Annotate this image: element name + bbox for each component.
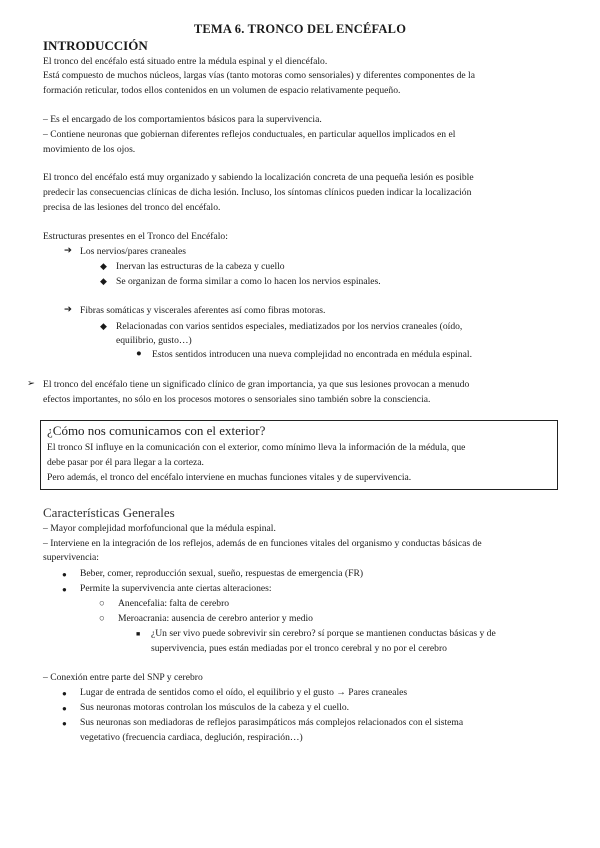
diamond-bullet-icon: ◆ <box>100 261 107 271</box>
structures-label: Estructuras presentes en el Tronco del Encéfalo: <box>43 231 228 242</box>
paragraph-line: – Interviene en la integración de los reflejos, además de en funciones vitales del organismo y conductas básicas de <box>43 538 482 549</box>
list-item: Sus neuronas motoras controlan los músculos de la cabeza y el cuello. <box>80 702 350 713</box>
list-item-continuation: equilibrio, gusto…) <box>116 335 192 346</box>
list-item: Meroacrania: ausencia de cerebro anterior y medio <box>118 613 313 624</box>
list-item: Inervan las estructuras de la cabeza y cuello <box>116 261 285 272</box>
round-bullet-icon: ● <box>136 349 142 359</box>
round-bullet-icon: ● <box>62 719 67 728</box>
round-bullet-icon: ● <box>62 585 67 594</box>
round-bullet-icon: ● <box>62 704 67 713</box>
list-item: Anencefalia: falta de cerebro <box>118 598 230 609</box>
paragraph-line: El tronco del encéfalo está situado entre la médula espinal y el diencéfalo. <box>43 56 328 67</box>
box-line: El tronco SI influye en la comunicación con el exterior, como mínimo lleva la información de la médula, que <box>47 442 466 453</box>
box-heading: ¿Cómo nos comunicamos con el exterior? <box>47 423 266 438</box>
list-item: Permite la supervivencia ante ciertas alteraciones: <box>80 583 272 594</box>
list-item: Se organizan de forma similar a como lo hacen los nervios espinales. <box>116 276 381 287</box>
list-item-continuation: vegetativo (frecuencia cardiaca, deglución, respiración…) <box>80 732 303 743</box>
arrow-bullet-icon: ➔ <box>64 246 72 256</box>
paragraph-line: El tronco del encéfalo está muy organizado y sabiendo la localización concreta de una pequeña lesión es posible <box>43 172 474 183</box>
list-item: Sus neuronas son mediadoras de reflejos parasimpáticos más complejos relacionados con el sistema <box>80 717 464 728</box>
paragraph-line: – Contiene neuronas que gobiernan diferentes reflejos conductuales, en particular aquellos implicados en el <box>43 129 456 140</box>
circle-bullet-icon: ○ <box>99 614 105 624</box>
list-item-nerves: Los nervios/pares craneales <box>80 246 187 257</box>
round-bullet-icon: ● <box>62 689 67 698</box>
arrowhead-bullet-icon: ➢ <box>27 379 35 389</box>
list-item: Estos sentidos introducen una nueva complejidad no encontrada en médula espinal. <box>152 349 472 360</box>
round-bullet-icon: ● <box>62 570 67 579</box>
box-line: debe pasar por él para llegar a la corteza. <box>47 457 204 468</box>
list-item: Lugar de entrada de sentidos como el oído, el equilibrio y el gusto → Pares craneales <box>80 687 408 698</box>
arrow-bullet-icon: ➔ <box>64 305 72 315</box>
box-line: Pero además, el tronco del encéfalo interviene en muchas funciones vitales y de supervivencia. <box>47 472 412 483</box>
list-item: Relacionadas con varios sentidos especiales, mediatizados por los nervios craneales (oído, <box>116 321 463 332</box>
page-title: TEMA 6. TRONCO DEL ENCÉFALO <box>193 22 407 36</box>
paragraph-line: El tronco del encéfalo tiene un significado clínico de gran importancia, ya que sus lesiones provocan a menudo <box>43 379 470 390</box>
paragraph-line: – Es el encargado de los comportamientos básicos para la supervivencia. <box>43 114 322 125</box>
paragraph-line: predecir las consecuencias clínicas de dicha lesión. Incluso, los síntomas clínicos pueden indicar la localización <box>43 187 472 198</box>
diamond-bullet-icon: ◆ <box>100 276 107 286</box>
paragraph-line: formación reticular, todos ellos contenidos en un volumen de espacio relativamente pequeño. <box>43 85 401 96</box>
paragraph-line: – Conexión entre parte del SNP y cerebro <box>43 672 203 683</box>
paragraph-line: precisa de las lesiones del tronco del encéfalo. <box>43 202 221 213</box>
list-item: ¿Un ser vivo puede sobrevivir sin cerebro? sí porque se mantienen conductas básicas y de <box>151 628 496 639</box>
circle-bullet-icon: ○ <box>99 599 105 609</box>
section-heading-caracteristicas: Características Generales <box>43 505 175 520</box>
square-bullet-icon: ■ <box>136 630 141 638</box>
paragraph-line: movimiento de los ojos. <box>43 144 136 155</box>
list-item-continuation: supervivencia, pues están mediadas por el tronco cerebral y no por el cerebro <box>151 643 447 654</box>
paragraph-line: Está compuesto de muchos núcleos, largas vías (tanto motoras como sensoriales) y diferentes componentes de la <box>43 70 475 81</box>
paragraph-line: efectos importantes, no sólo en los procesos motores o sensoriales sino también sobre la consciencia. <box>43 394 431 405</box>
paragraph-line: supervivencia: <box>43 552 99 563</box>
paragraph-line: – Mayor complejidad morfofuncional que la médula espinal. <box>43 523 276 534</box>
section-heading-introduccion: INTRODUCCIÓN <box>43 38 148 53</box>
list-item-fibers: Fibras somáticas y viscerales aferentes así como fibras motoras. <box>80 305 326 316</box>
diamond-bullet-icon: ◆ <box>100 321 107 331</box>
list-item: Beber, comer, reproducción sexual, sueño, respuestas de emergencia (FR) <box>80 568 364 579</box>
